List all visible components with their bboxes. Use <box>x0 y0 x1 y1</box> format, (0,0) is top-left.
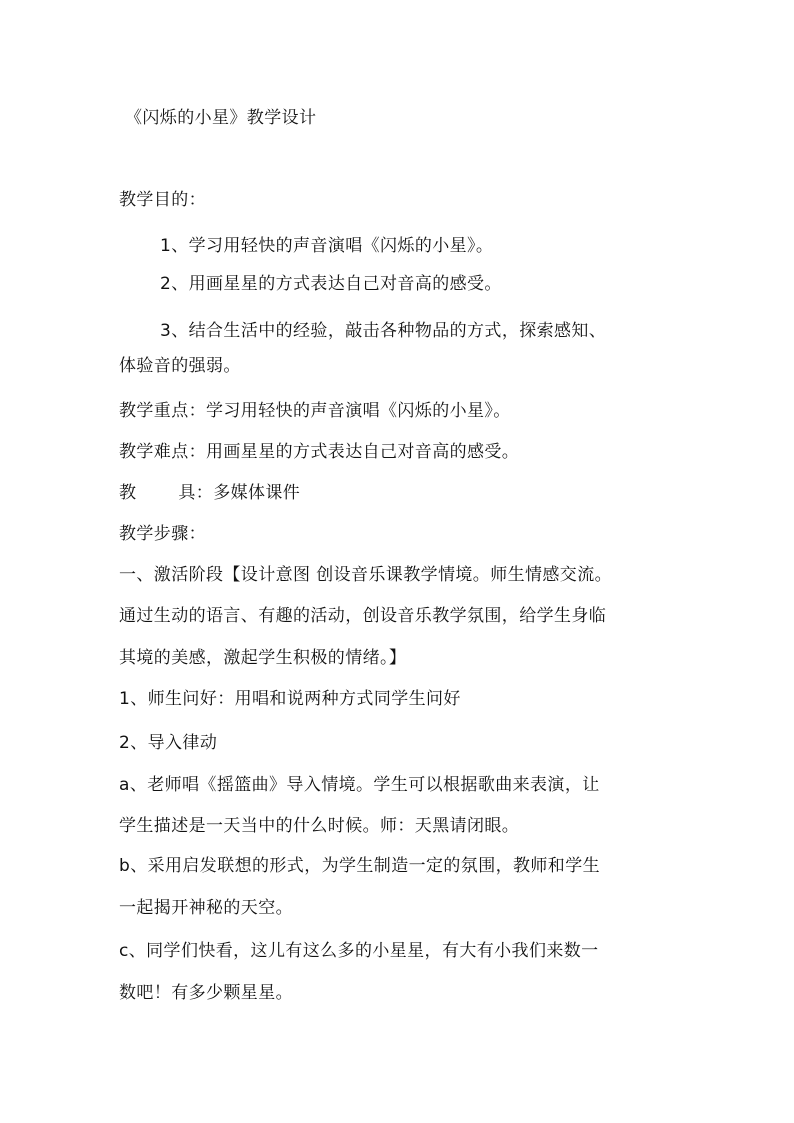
tools-label-b: 具：多媒体课件 <box>178 483 301 503</box>
difficulty: 教学难点：用画星星的方式表达自己对音高的感受。 <box>119 442 520 462</box>
step-1: 1、师生问好：用唱和说两种方式同学生问好 <box>119 689 461 709</box>
stage1-line-1: 一、激活阶段【设计意图 创设音乐课教学情境。师生情感交流。 <box>119 565 613 585</box>
item-a-line-1: a、老师唱《摇篮曲》导入情境。学生可以根据歌曲来表演，让 <box>119 775 600 795</box>
item-b-line-1: b、采用启发联想的形式，为学生制造一定的氛围，教师和学生 <box>119 856 600 876</box>
item-b-line-2: 一起揭开神秘的天空。 <box>119 898 293 918</box>
item-c-line-1: c、同学们快看，这儿有这么多的小星星，有大有小我们来数一 <box>119 941 599 961</box>
key-point: 教学重点：学习用轻快的声音演唱《闪烁的小星》。 <box>119 401 511 421</box>
teaching-tools <box>119 481 300 505</box>
tools-label-a: 教 <box>119 483 137 503</box>
steps-heading: 教学步骤： <box>119 524 206 544</box>
objective-3-continued: 体验音的强弱。 <box>119 356 241 376</box>
stage1-line-3: 其境的美感，激起学生积极的情绪。】 <box>119 648 407 668</box>
item-a-line-2: 学生描述是一天当中的什么时候。师：天黑请闭眼。 <box>119 816 520 836</box>
item-c-line-2: 数吧！有多少颗星星。 <box>119 983 293 1003</box>
objective-1: 1、学习用轻快的声音演唱《闪烁的小星》。 <box>160 236 494 256</box>
objectives-heading: 教学目的： <box>119 190 206 210</box>
step-2: 2、导入律动 <box>119 733 218 753</box>
objective-2: 2、用画星星的方式表达自己对音高的感受。 <box>160 274 502 294</box>
stage1-line-2: 通过生动的语言、有趣的活动，创设音乐教学氛围，给学生身临 <box>119 606 607 626</box>
objective-3: 3、结合生活中的经验，敲击各种物品的方式，探索感知、 <box>160 321 607 341</box>
document-title: 《闪烁的小星》教学设计 <box>125 108 317 128</box>
